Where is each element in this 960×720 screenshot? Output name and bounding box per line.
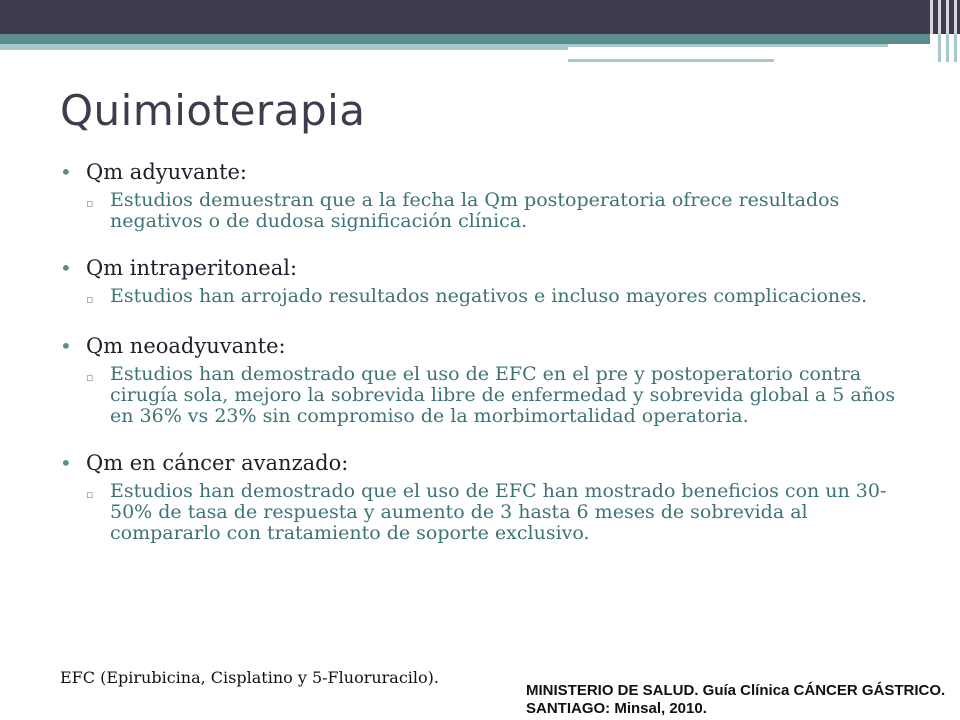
bullet-heading — [60, 332, 920, 360]
header-thin-line-short — [568, 59, 774, 62]
reference-line-1: MINISTERIO DE SALUD. Guía Clínica CÁNCER GÁSTRICO. — [526, 682, 946, 699]
bullet-dot-icon: • — [60, 451, 72, 475]
bullet-detail — [86, 190, 920, 232]
header-thin-line — [568, 44, 888, 47]
header-dark-bar — [0, 0, 960, 34]
bullet-detail — [86, 286, 920, 310]
detail-text: Estudios han arrojado resultados negativos e incluso mayores complicaciones. — [110, 285, 868, 307]
header-teal-bar — [0, 34, 930, 44]
slide-title: Quimioterapia — [60, 86, 366, 135]
section-neoadyuvante — [60, 332, 920, 427]
square-bullet-icon: ▫ — [86, 293, 94, 306]
heading-text: Qm adyuvante: — [86, 160, 248, 184]
corner-stripe-teal — [954, 34, 957, 62]
bullet-heading — [60, 254, 920, 282]
square-bullet-icon: ▫ — [86, 371, 94, 384]
detail-text: Estudios demuestran que a la fecha la Qm postoperatoria ofrece resultados negativos o de dudosa significación clínica. — [110, 189, 840, 232]
slide-content — [60, 158, 920, 566]
section-intraperitoneal — [60, 254, 920, 310]
bullet-detail — [86, 481, 920, 544]
heading-text: Qm en cáncer avanzado: — [86, 451, 349, 475]
reference-line-2: SANTIAGO: Minsal, 2010. — [526, 700, 707, 717]
bullet-dot-icon: • — [60, 256, 72, 280]
corner-stripe-teal — [938, 34, 941, 62]
detail-text: Estudios han demostrado que el uso de EFC en el pre y postoperatorio contra cirugía sola, mejoro la sobrevida libre de enfermedad y sobrevida global a 5 años en 36% vs 23% sin compromiso de la morbimortalidad operatoria. — [110, 363, 896, 427]
detail-text: Estudios han demostrado que el uso de EFC han mostrado beneficios con un 30-50% de tasa de respuesta y aumento de 3 hasta 6 meses de sobrevida al compararlo con tratamiento de soporte exclusivo. — [110, 480, 887, 544]
bullet-dot-icon: • — [60, 334, 72, 358]
header-white-line — [568, 50, 888, 52]
bullet-heading — [60, 449, 920, 477]
heading-text: Qm neoadyuvante: — [86, 334, 286, 358]
square-bullet-icon: ▫ — [86, 197, 94, 210]
bullet-dot-icon: • — [60, 160, 72, 184]
footnote: EFC (Epirubicina, Cisplatino y 5-Fluoruracilo). — [60, 668, 439, 687]
bullet-heading — [60, 158, 920, 186]
header-light-bar — [0, 44, 568, 50]
corner-stripe — [946, 0, 949, 34]
reference — [526, 682, 945, 718]
corner-stripe — [930, 0, 933, 34]
corner-stripe — [954, 0, 957, 34]
bullet-detail — [86, 364, 920, 427]
square-bullet-icon: ▫ — [86, 488, 94, 501]
heading-text: Qm intraperitoneal: — [86, 256, 298, 280]
corner-stripe-teal — [946, 34, 949, 62]
section-adyuvante — [60, 158, 920, 232]
section-avanzado — [60, 449, 920, 544]
corner-stripe — [938, 0, 941, 34]
